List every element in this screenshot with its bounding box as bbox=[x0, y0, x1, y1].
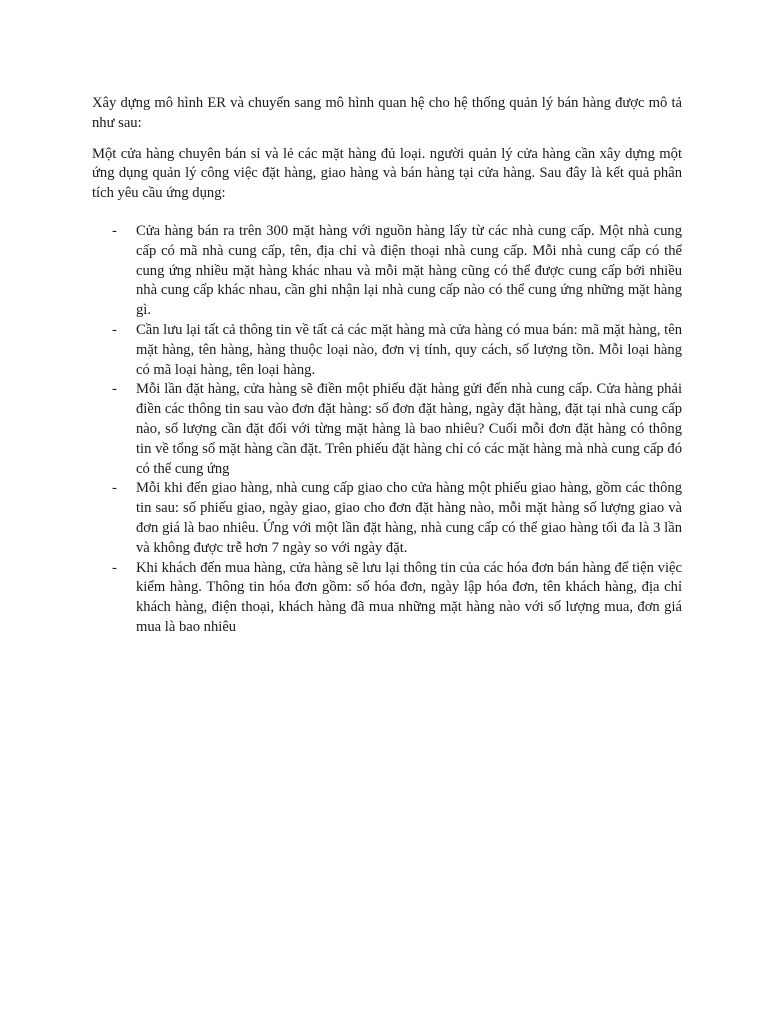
list-item bbox=[92, 559, 682, 638]
list-item-text: Mỗi khi đến giao hàng, nhà cung cấp giao cho cửa hàng một phiếu giao hàng, gồm các thông tin sau: số phiếu giao, ngày giao, giao cho đơn đặt hàng nào, mỗi mặt hàng số lượng giao và đơn giá là bao nhiêu. Ứng với một lần đặt hàng, nhà cung cấp có thể giao hàng tối đa là 3 lần và không được trễ hơn 7 ngày so với ngày đặt. bbox=[136, 480, 682, 556]
bullet-marker: - bbox=[112, 222, 117, 239]
list-item-text: Mỗi lần đặt hàng, cửa hàng sẽ điền một phiếu đặt hàng gửi đến nhà cung cấp. Cửa hàng phải điền các thông tin sau vào đơn đặt hàng: số đơn đặt hàng, ngày đặt hàng, đặt tại nhà cung cấp nào, số lượng cần đặt đối với từng mặt hàng là bao nhiêu? Cuối mỗi đơn đặt hàng có thông tin về tổng số mặt hàng cần đặt. Trên phiếu đặt hàng chỉ có các mặt hàng mà nhà cung cấp đó có thể cung ứng bbox=[136, 381, 682, 477]
list-item-text: Cần lưu lại tất cả thông tin về tất cả các mặt hàng mà cửa hàng có mua bán: mã mặt hàng, tên mặt hàng, tên hàng, hàng thuộc loại nào, đơn vị tính, quy cách, số lượng tồn. Mỗi loại hàng có mã loại hàng, tên loại hàng. bbox=[136, 321, 682, 378]
list-item bbox=[92, 380, 682, 479]
requirements-list bbox=[92, 222, 682, 638]
document-body bbox=[92, 94, 682, 638]
bullet-marker: - bbox=[112, 480, 117, 497]
bullet-marker: - bbox=[112, 381, 117, 398]
list-item bbox=[92, 321, 682, 380]
bullet-marker: - bbox=[112, 321, 117, 338]
bullet-marker: - bbox=[112, 559, 117, 576]
description-paragraph: Một cửa hàng chuyên bán sỉ và lẻ các mặt hàng đủ loại. người quản lý cửa hàng cần xây dựng một ứng dụng quản lý công việc đặt hàng, giao hàng và bán hàng tại cửa hàng. Sau đây là kết quả phân tích yêu cầu ứng dụng: bbox=[92, 145, 682, 202]
list-item-text: Khi khách đến mua hàng, cửa hàng sẽ lưu lại thông tin của các hóa đơn bán hàng để tiện việc kiểm hàng. Thông tin hóa đơn gồm: số hóa đơn, ngày lập hóa đơn, tên khách hàng, địa chỉ khách hàng, điện thoại, khách hàng đã mua những mặt hàng nào với số lượng mua, đơn giá mua là bao nhiêu bbox=[136, 559, 682, 635]
list-item-text: Cửa hàng bán ra trên 300 mặt hàng với nguồn hàng lấy từ các nhà cung cấp. Một nhà cung cấp có mã nhà cung cấp, tên, địa chỉ và điện thoại nhà cung cấp. Mỗi nhà cung cấp có thể cung ứng nhiều mặt hàng khác nhau và mỗi mặt hàng cũng có thể được cung cấp bởi nhiều nhà cung cấp khác nhau, cần ghi nhận lại nhà cung cấp nào có thể cung ứng những mặt hàng gì. bbox=[136, 222, 682, 319]
intro-paragraph: Xây dựng mô hình ER và chuyển sang mô hình quan hệ cho hệ thống quản lý bán hàng được mô tả như sau: bbox=[92, 95, 682, 131]
list-item bbox=[92, 479, 682, 558]
list-item bbox=[92, 222, 682, 321]
